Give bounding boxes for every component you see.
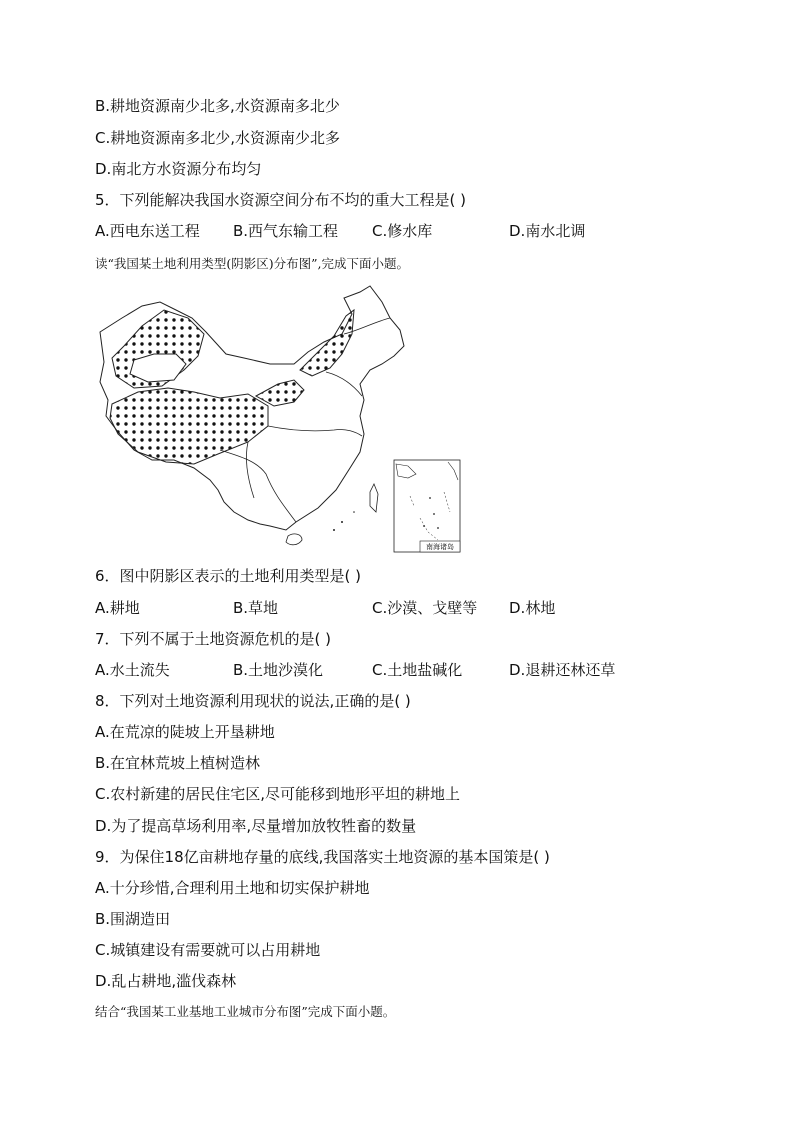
inset-label: 南海诸岛	[426, 543, 454, 551]
q6-stem: 6．图中阴影区表示的土地利用类型是( )	[95, 567, 362, 585]
q7-option-b: B.土地沙漠化	[233, 661, 324, 679]
map-reading-note: 读“我国某土地利用类型(阴影区)分布图”,完成下面小题。	[95, 256, 410, 271]
q6-option-a: A.耕地	[95, 599, 140, 617]
q9-option-c: C.城镇建设有需要就可以占用耕地	[95, 941, 321, 959]
q5-option-a: A.西电东送工程	[95, 222, 200, 240]
taiwan-island	[370, 484, 378, 512]
q9-option-a: A.十分珍惜,合理利用土地和切实保护耕地	[95, 879, 370, 897]
q6-option-b: B.草地	[233, 599, 279, 617]
china-land-use-map	[98, 284, 464, 554]
industrial-map-note: 结合“我国某工业基地工业城市分布图”完成下面小题。	[95, 1004, 396, 1019]
q9-option-d: D.乱占耕地,滥伐森林	[95, 972, 237, 990]
q5-stem: 5．下列能解决我国水资源空间分布不均的重大工程是( )	[95, 191, 467, 209]
south-china-sea-inset	[394, 460, 460, 552]
q7-option-d: D.退耕还林还草	[509, 661, 616, 679]
q4-option-c: C.耕地资源南多北少,水资源南少北多	[95, 129, 341, 147]
q8-option-b: B.在宜林荒坡上植树造林	[95, 754, 261, 772]
q5-option-d: D.南水北调	[509, 222, 586, 240]
q4-option-d: D.南北方水资源分布均匀	[95, 160, 262, 178]
q4-option-b: B.耕地资源南少北多,水资源南多北少	[95, 97, 340, 115]
q8-stem: 8．下列对土地资源利用现状的说法,正确的是( )	[95, 692, 411, 710]
q7-stem: 7．下列不属于土地资源危机的是( )	[95, 630, 332, 648]
q9-option-b: B.围湖造田	[95, 910, 171, 928]
q5-option-b: B.西气东输工程	[233, 222, 339, 240]
q7-option-c: C.土地盐碱化	[372, 661, 463, 679]
q8-option-a: A.在荒凉的陡坡上开垦耕地	[95, 723, 275, 741]
q6-option-c: C.沙漠、戈壁等	[372, 599, 478, 617]
q6-option-d: D.林地	[509, 599, 556, 617]
q9-stem: 9．为保住18亿亩耕地存量的底线,我国落实土地资源的基本国策是( )	[95, 848, 550, 866]
hainan-island	[286, 534, 302, 545]
q8-option-c: C.农村新建的居民住宅区,尽可能移到地形平坦的耕地上	[95, 785, 461, 803]
q8-option-d: D.为了提高草场利用率,尽量增加放牧牲畜的数量	[95, 817, 417, 835]
q5-option-c: C.修水库	[372, 222, 433, 240]
q7-option-a: A.水土流失	[95, 661, 170, 679]
